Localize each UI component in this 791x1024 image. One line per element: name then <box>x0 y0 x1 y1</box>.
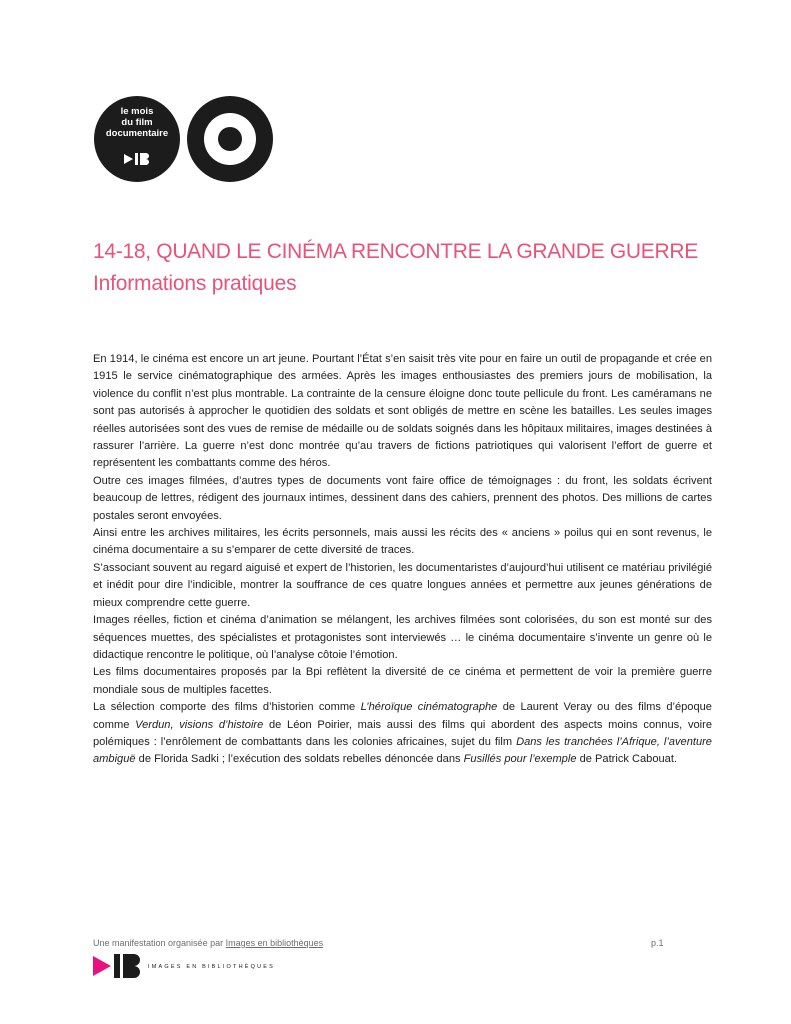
text-run: de Patrick Cabouat. <box>576 753 678 766</box>
paragraph-1 <box>93 351 712 473</box>
text-run: La sélection comporte des films d’historien comme <box>93 701 361 714</box>
mois-du-film-badge <box>94 96 180 182</box>
text-run: de Laurent Veray ou des films d’époque comme <box>93 701 712 731</box>
paragraph-2 <box>93 473 712 525</box>
paragraph-4 <box>93 560 712 612</box>
ib-mark-icon <box>124 152 152 166</box>
text-run: de Léon Poirier, mais aussi des films qui abordent des aspects moins connus, voire polémiques : l’enrôlement de combattants dans les colonies africaines, sujet du film <box>93 718 713 748</box>
page-number: p.1 <box>651 938 664 948</box>
page-title: 14-18, QUAND LE CINÉMA RENCONTRE LA GRANDE GUERRE <box>93 240 698 263</box>
film-title: L’héroïque cinématographe <box>360 701 498 714</box>
text-run: Les films documentaires proposés par la Bpi reflètent la diversité de ce cinéma et permettent de voir la première guerre mondiale sous de multiples facettes. <box>93 666 712 696</box>
page-subtitle: Informations pratiques <box>93 272 297 295</box>
text-run: Outre ces images filmées, d’autres types de documents vont faire office de témoignages : du front, les soldats écrivent beaucoup de lettres, rédigent des journaux intimes, dessinent dans des cahiers, prennent des photos. Des millions de cartes postales seront envoyées. <box>93 474 712 522</box>
target-ring-logo <box>187 96 273 182</box>
paragraph-6 <box>93 664 712 699</box>
images-en-bibliotheques-link[interactable]: Images en bibliothèques <box>225 938 324 948</box>
brand-text: IMAGES EN BIBLIOTHÈQUES <box>148 964 276 970</box>
ib-logo-icon <box>93 953 153 979</box>
text-run: Ainsi entre les archives militaires, les écrits personnels, mais aussi les récits des « anciens » poilus qui en sont revenus, le cinéma documentaire a su s’emparer de cette diversité de traces. <box>93 527 712 557</box>
footer-note-prefix: Une manifestation organisée par <box>93 938 226 948</box>
footer-note <box>93 938 323 948</box>
text-run: S’associant souvent au regard aiguisé et expert de l’historien, les documentaristes d’aujourd’hui utilisent ce matériau privilégié et inédit pour dire l’indicible, montrer la souffrance de ces quatre longues années et permettre aux jeunes générations de mieux comprendre cette guerre. <box>93 561 712 609</box>
film-title: Dans les tranchées l’Afrique, l’aventure ambiguë <box>93 735 712 766</box>
badge-line-1: le mois <box>120 106 154 117</box>
text-run: En 1914, le cinéma est encore un art jeune. Pourtant l’État s’en saisit très vite pour en faire un outil de propagande et crée en 1915 le service cinématographique des armées. Après les images enthousiastes des premiers jours de mobilisation, la violence du conflit n’est plus montrable. La contrainte de la censure éloigne donc toute pellicule du front. Les caméramans ne sont pas autorisés à approcher le quotidien des soldats et sont obligés de mettre en scène les batailles. Les seules images réelles autorisées sont des vues de remise de médaille ou de soldats soignés dans les hôpitaux militaires, images destinées à rassurer l’arrière. La guerre n’est donc montrée qu’au travers de fictions patriotiques qui valorisent l’effort de guerre et représentent les combattants comme des héros. <box>93 353 712 470</box>
film-title: Verdun, visions d’histoire <box>135 718 264 731</box>
badge-line-3: documentaire <box>105 128 169 139</box>
text-run: de Florida Sadki ; l’exécution des soldats rebelles dénoncée dans <box>135 753 464 766</box>
badge-line-2: du film <box>121 117 153 128</box>
text-run: Images réelles, fiction et cinéma d’animation se mélangent, les archives filmées sont colorisées, du son est monté sur des séquences muettes, des spécialistes et protagonistes sont interviewés … le cinéma documentaire s’invente un genre où le didactique rencontre le politique, où l’analyse côtoie l’émotion. <box>93 614 712 661</box>
paragraph-7 <box>93 699 712 769</box>
paragraph-5 <box>93 612 712 664</box>
film-title: Fusillés pour l’exemple <box>463 753 577 766</box>
badge-text <box>94 106 180 139</box>
body-text <box>93 351 712 769</box>
paragraph-3 <box>93 525 712 560</box>
